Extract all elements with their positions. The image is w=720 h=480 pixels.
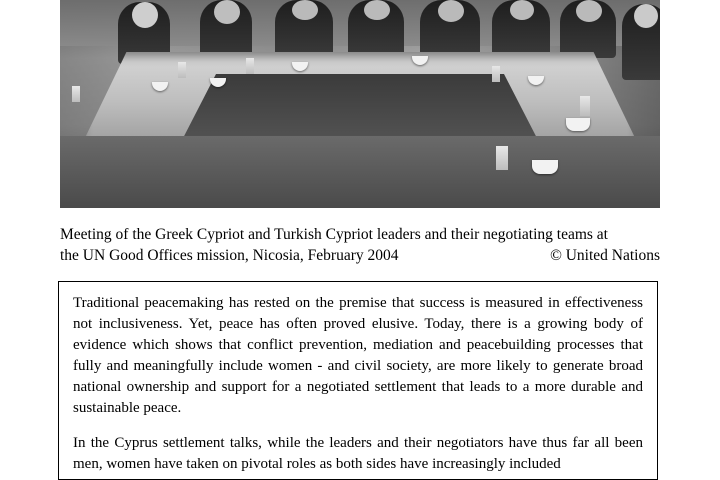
photo-credit: © United Nations bbox=[550, 247, 660, 264]
photo-floor bbox=[60, 136, 660, 208]
caption-line-2: the UN Good Offices mission, Nicosia, February 2004 bbox=[60, 247, 399, 264]
caption-line-1: Meeting of the Greek Cypriot and Turkish Cypriot leaders and their negotiating teams at bbox=[60, 226, 608, 243]
photo-figure-head bbox=[438, 0, 464, 22]
photograph-image bbox=[60, 0, 660, 208]
photo-figure-head bbox=[214, 0, 240, 24]
photo-table-center bbox=[180, 74, 540, 144]
photo-figure-head bbox=[576, 0, 602, 22]
photo-cup bbox=[532, 160, 558, 174]
photo-cup bbox=[566, 118, 590, 131]
photo-water-glass bbox=[246, 58, 254, 74]
photo-water-glass bbox=[178, 62, 186, 78]
quote-paragraph-1: Traditional peacemaking has rested on the premise that success is measured in effectiveness not inclusiveness. Yet, peace has often proved elusive. Today, there is a growing body of evidence which shows that conflict prevention, mediation and peacebuilding processes that fully and meaningfully include women - and civil society, are more likely to generate broad national ownership and support for a negotiated settlement that leads to a more durable and sustainable peace. bbox=[73, 295, 643, 416]
photo-figure-head bbox=[634, 4, 658, 28]
caption-line-2-row bbox=[60, 245, 660, 266]
quote-paragraph-2: In the Cyprus settlement talks, while the leaders and their negotiators have thus far all been men, women have taken on pivotal roles as both sides have increasingly included bbox=[73, 435, 643, 472]
photo-water-glass bbox=[492, 66, 500, 82]
quote-box bbox=[58, 281, 658, 480]
photo-figure-head bbox=[292, 0, 318, 20]
photo-water-glass bbox=[496, 146, 508, 170]
photo-water-glass bbox=[72, 86, 80, 102]
meeting-photograph bbox=[60, 0, 660, 208]
photo-water-glass bbox=[580, 96, 590, 116]
photo-figure-head bbox=[364, 0, 390, 20]
photo-figure-head bbox=[510, 0, 534, 20]
photo-caption bbox=[60, 224, 660, 266]
quote-box-content bbox=[59, 282, 657, 475]
photo-figure-head bbox=[132, 2, 158, 28]
